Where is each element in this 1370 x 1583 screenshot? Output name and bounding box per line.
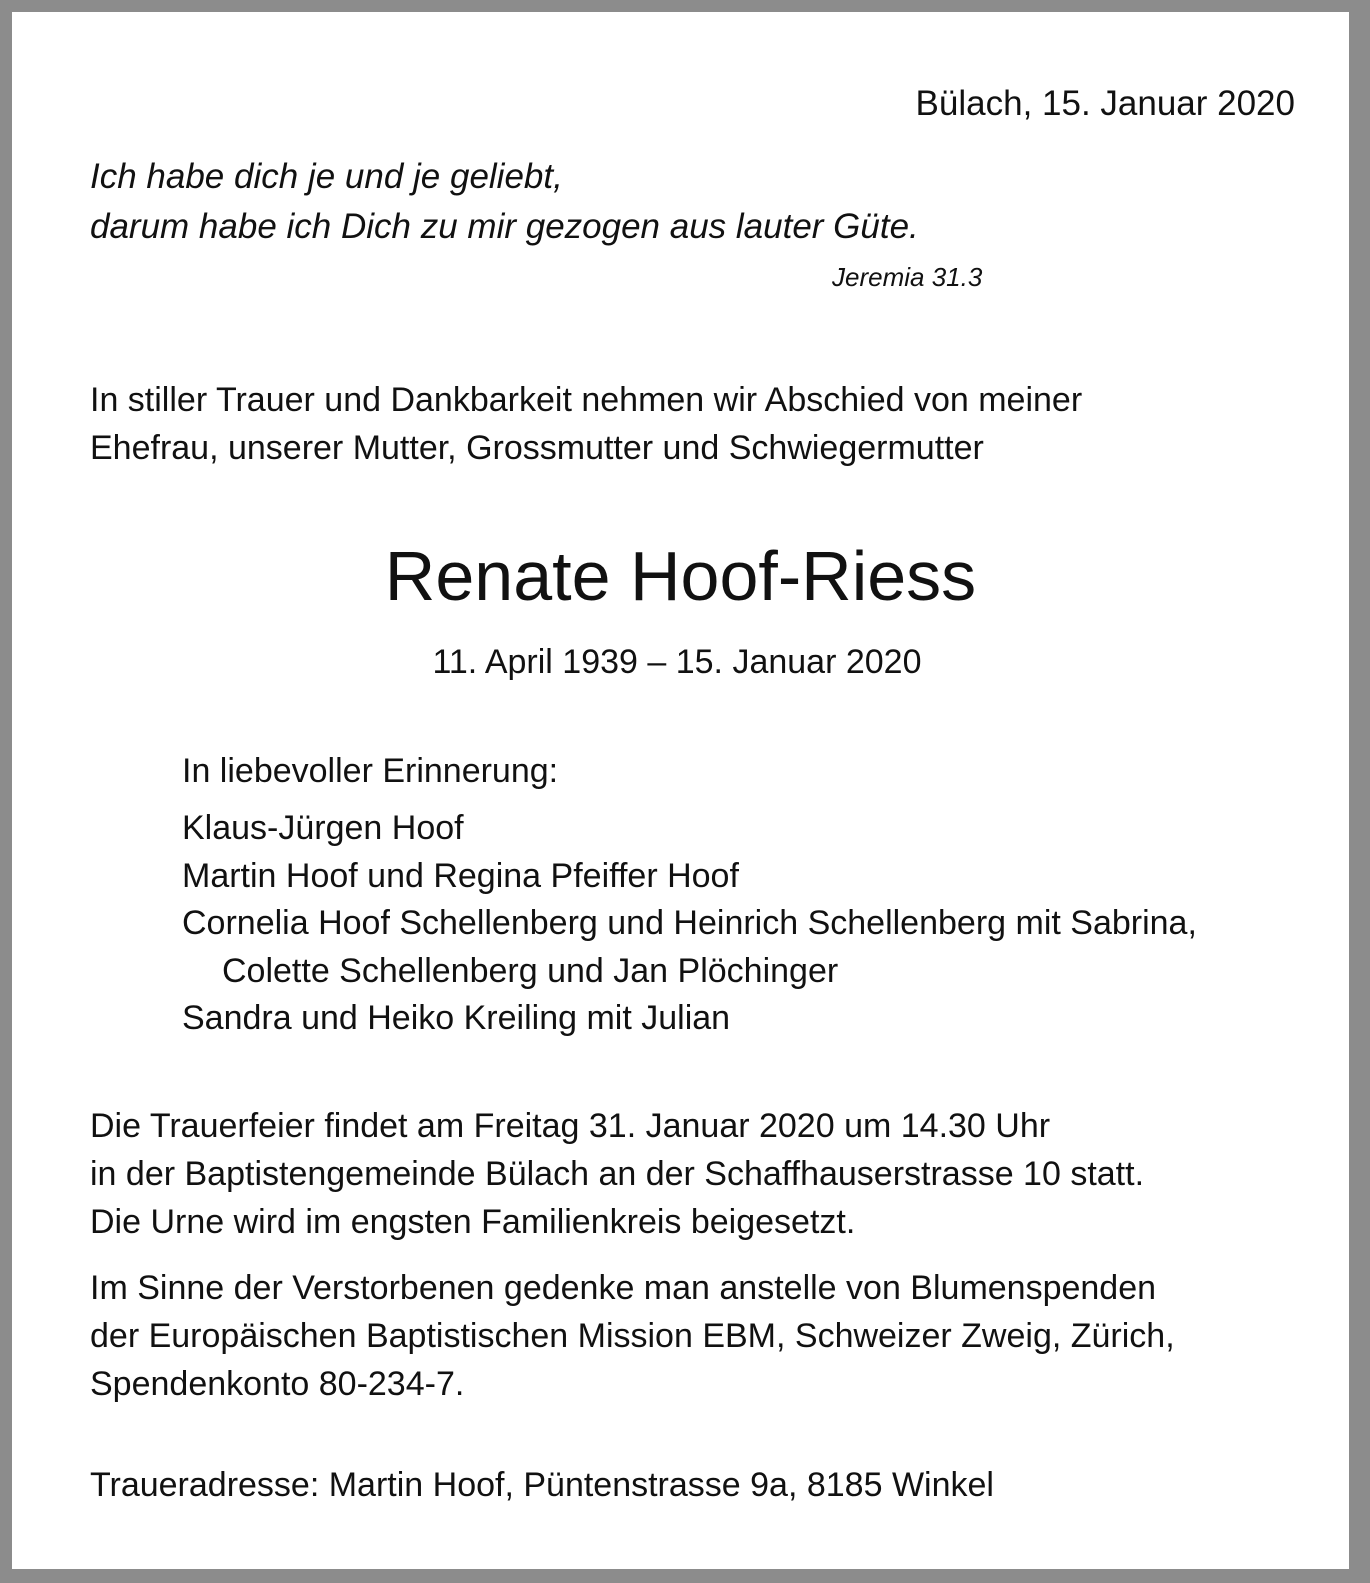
intro-text <box>90 376 1082 472</box>
intro-line-1: In stiller Trauer und Dankbarkeit nehmen wir Abschied von meiner <box>90 381 1083 419</box>
verse-line-1: Ich habe dich je und je geliebt, <box>90 157 563 196</box>
list-item: Klaus-Jürgen Hoof <box>182 809 464 847</box>
ceremony-line-1: Die Trauerfeier findet am Freitag 31. Januar 2020 um 14.30 Uhr <box>90 1107 1051 1145</box>
list-item: Sandra und Heiko Kreiling mit Julian <box>182 999 731 1037</box>
intro-line-2: Ehefrau, unserer Mutter, Grossmutter und Schwiegermutter <box>90 429 984 467</box>
list-item: Colette Schellenberg und Jan Plöchinger <box>222 951 839 990</box>
list-item: Martin Hoof und Regina Pfeiffer Hoof <box>182 856 739 895</box>
place-date: Bülach, 15. Januar 2020 <box>915 84 1295 123</box>
list-item: Cornelia Hoof Schellenberg und Heinrich Schellenberg mit Sabrina, <box>182 904 1197 942</box>
ceremony-line-2: in der Baptistengemeinde Bülach an der Schaffhauserstrasse 10 statt. <box>90 1155 1145 1193</box>
ceremony-line-3: Die Urne wird im engsten Familienkreis beigesetzt. <box>90 1203 856 1241</box>
donation-line-1: Im Sinne der Verstorbenen gedenke man anstelle von Blumenspenden <box>90 1269 1157 1307</box>
donation-line-3: Spendenkonto 80-234-7. <box>90 1365 465 1403</box>
bible-verse <box>90 152 919 252</box>
mourning-address: Traueradresse: Martin Hoof, Püntenstrasse 9a, 8185 Winkel <box>90 1466 994 1504</box>
donation-info <box>90 1264 1175 1408</box>
mourners-list <box>182 805 1197 1043</box>
obituary-page <box>12 12 1349 1569</box>
life-dates: 11. April 1939 – 15. Januar 2020 <box>432 643 922 681</box>
donation-line-2: der Europäischen Baptistischen Mission EBM, Schweizer Zweig, Zürich, <box>90 1317 1175 1355</box>
memory-heading: In liebevoller Erinnerung: <box>182 752 559 790</box>
verse-line-2: darum habe ich Dich zu mir gezogen aus lauter Güte. <box>90 207 919 246</box>
verse-reference: Jeremia 31.3 <box>832 262 983 292</box>
deceased-name: Renate Hoof-Riess <box>384 537 977 615</box>
ceremony-info <box>90 1102 1144 1246</box>
